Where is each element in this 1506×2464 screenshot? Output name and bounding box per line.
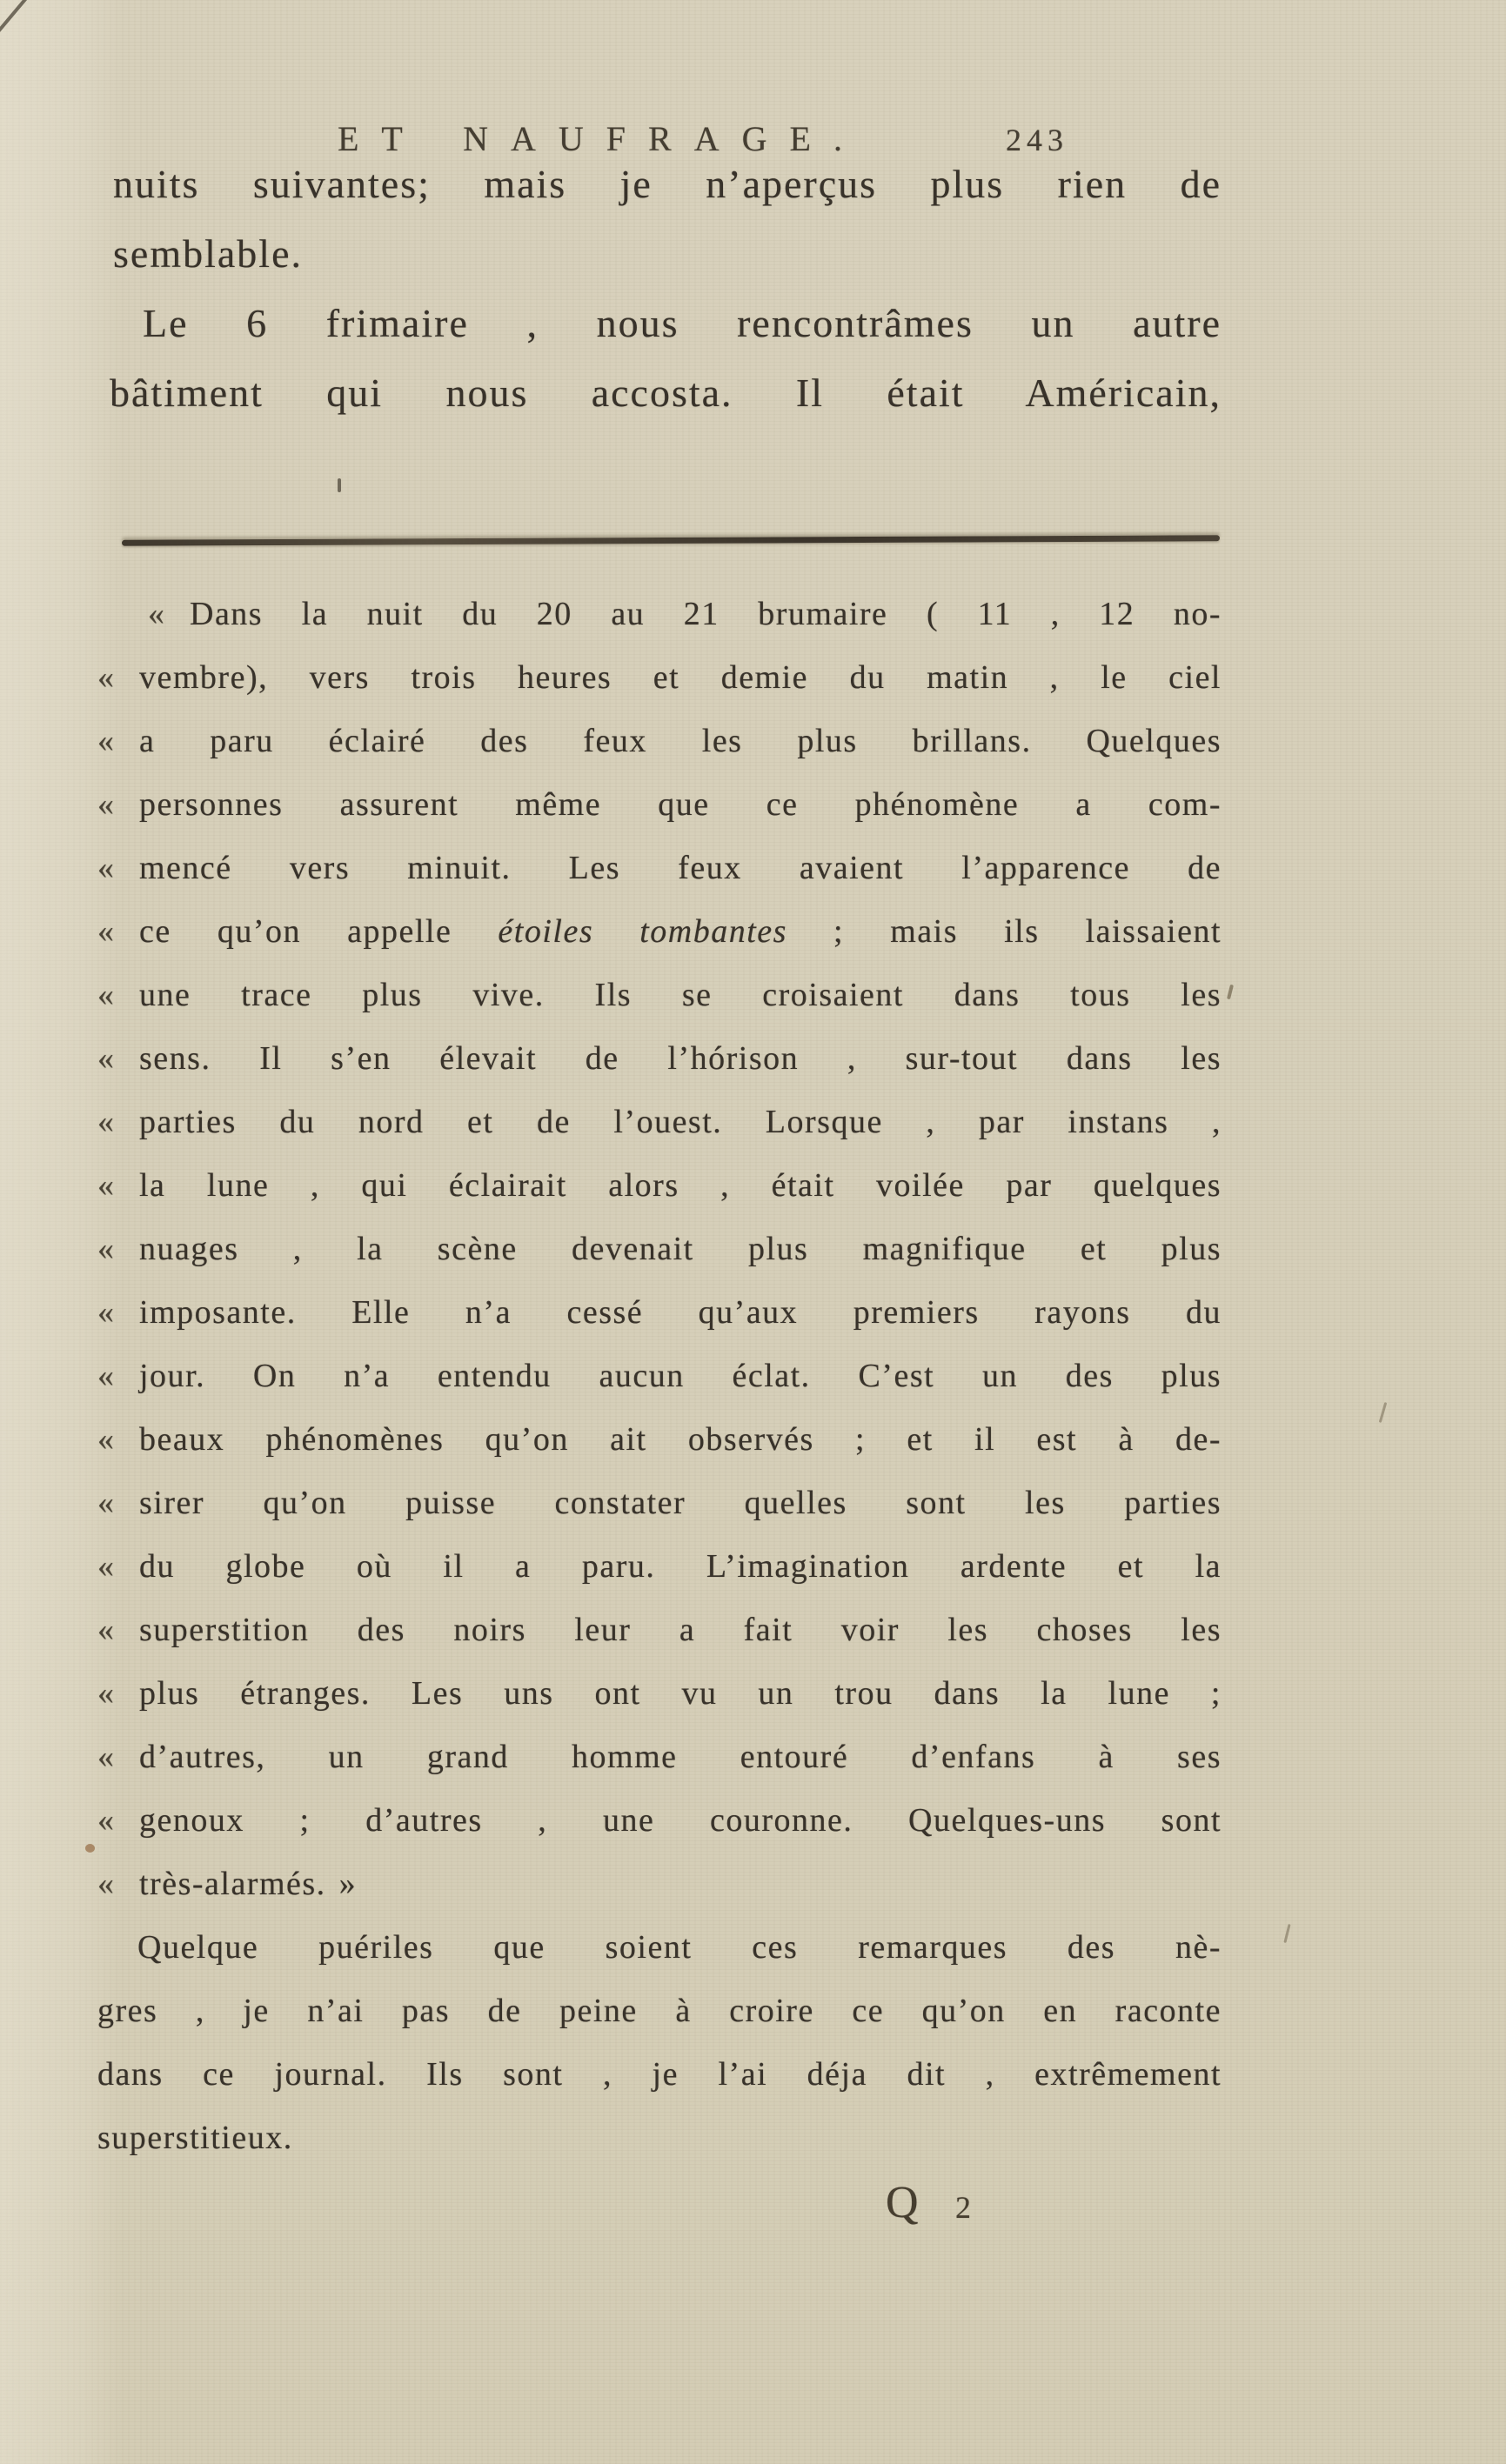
text-line: Le 6 frimaire , nous rencontrâmes un autre [143,301,1222,345]
guillemet-mark: « [97,913,116,950]
quote-line-text: sens. Il s’en élevait de l’hórison , sur-tout dans les [139,1040,1222,1077]
margin-pen-stroke [1379,1402,1387,1423]
quote-line-text: du globe où il a paru. L’imagination ardente et la [139,1548,1222,1585]
guillemet-mark: « [97,1548,116,1585]
quote-line-text: une trace plus vive. Ils se croisaient dans tous les [139,977,1222,1013]
quote-line [97,1091,1222,1154]
guillemet-mark: « [97,723,116,759]
guillemet-mark: « [148,596,166,632]
paragraph-frimaire [97,289,1222,428]
guillemet-mark: « [97,1294,116,1331]
quote-line [97,1789,1222,1853]
quote-line [97,773,1222,837]
signature-letter: Q [886,2178,919,2227]
guillemet-mark: « [97,977,116,1013]
guillemet-mark: « [97,1231,116,1267]
quote-line [97,1853,1222,1916]
guillemet-mark: « [97,1040,116,1077]
text-line: semblable. [113,231,303,276]
quote-line-text: nuages , la scène devenait plus magnifique et plus [139,1231,1222,1267]
signature-number: 2 [955,2190,971,2225]
quote-line-text: superstition des noirs leur a fait voir les choses les [139,1612,1222,1648]
section-rule [122,535,1220,546]
quote-line [97,1154,1222,1218]
foxing-spot [85,1844,95,1853]
guillemet-mark: « [97,1104,116,1140]
guillemet-mark: « [97,1739,116,1775]
guillemet-mark: « [97,659,116,696]
quote-line [97,837,1222,900]
quote-line-text: genoux ; d’autres , une couronne. Quelques-uns sont [139,1802,1222,1839]
text-line: superstitieux. [97,2120,293,2156]
ink-fleck [1227,985,1234,999]
guillemet-mark: « [97,1675,116,1712]
quote-line-text: vembre), vers trois heures et demie du matin , le ciel [139,659,1222,696]
closing-paragraph [97,1916,1222,2170]
text-line: nuits suivantes; mais je n’aperçus plus rien de [113,162,1222,206]
guillemet-mark: « [97,1358,116,1394]
quote-line [97,710,1222,773]
guillemet-mark: « [97,1167,116,1204]
guillemet-mark: « [97,1485,116,1521]
page-number: 243 [1006,123,1068,157]
quote-line [97,1027,1222,1091]
quote-line [97,1281,1222,1345]
quote-line [97,1408,1222,1472]
running-header: ET NAUFRAGE. [338,119,865,158]
quote-line [97,1662,1222,1726]
signature-mark [97,2177,1222,2255]
quote-line [97,1599,1222,1662]
text-line: dans ce journal. Ils sont , je l’ai déja dit , extrêmement [97,2056,1222,2093]
guillemet-mark: « [97,1866,116,1902]
quote-line-text: sirer qu’on puisse constater quelles sont les parties [139,1485,1222,1521]
margin-pen-stroke [1283,1924,1290,1943]
text-line: bâtiment qui nous accosta. Il était Américain, [110,371,1222,415]
text-line: Quelque puériles que soient ces remarques des nè- [137,1929,1222,1966]
quote-line [97,900,1222,964]
page-header [0,0,1506,174]
quote-line [97,646,1222,710]
quote-line-text: personnes assurent même que ce phénomène a com- [139,786,1222,823]
quote-line [97,964,1222,1027]
quote-line-text: ce qu’on appelle étoiles tombantes ; mais ils laissaient [139,913,1222,950]
text-block [97,150,1222,2255]
quote-line-text: Dans la nuit du 20 au 21 brumaire ( 11 , 12 no- [190,596,1222,632]
guillemet-mark: « [97,850,116,886]
quote-line-text: jour. On n’a entendu aucun éclat. C’est un des plus [139,1358,1222,1394]
guillemet-mark: « [97,1802,116,1839]
quote-line-text: parties du nord et de l’ouest. Lorsque , par instans , [139,1104,1222,1140]
guillemet-mark: « [97,786,116,823]
quote-line-text: très-alarmés. » [139,1866,358,1902]
guillemet-mark: « [97,1421,116,1458]
quote-line-text: plus étranges. Les uns ont vu un trou dans la lune ; [139,1675,1222,1712]
quote-line-text: beaux phénomènes qu’on ait observés ; et il est à de- [139,1421,1222,1458]
guillemet-mark: « [97,1612,116,1648]
quote-line [97,1472,1222,1535]
paragraph-nuits [97,150,1222,289]
quote-line-text: d’autres, un grand homme entouré d’enfans à ses [139,1739,1222,1775]
quote-line [97,1726,1222,1789]
quote-line [148,583,1222,646]
quote-line [97,1535,1222,1599]
text-line: gres , je n’ai pas de peine à croire ce qu’on en raconte [97,1993,1222,2029]
quote-line-text: a paru éclairé des feux les plus brillans. Quelques [139,723,1222,759]
quote-line-text: la lune , qui éclairait alors , était voilée par quelques [139,1167,1222,1204]
quote-line-text: imposante. Elle n’a cessé qu’aux premiers rayons du [139,1294,1222,1331]
quote-line-text: mencé vers minuit. Les feux avaient l’apparence de [139,850,1222,886]
quote-line [97,1218,1222,1281]
quote-line [97,1345,1222,1408]
quote-block [97,583,1222,1916]
